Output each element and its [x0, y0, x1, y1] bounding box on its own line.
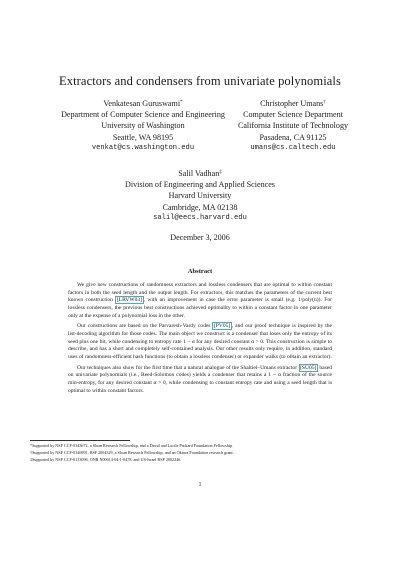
author-affiliation: Division of Engineering and Applied Sciences [125, 180, 275, 190]
page-number: 1 [198, 482, 202, 488]
abstract-body [68, 282, 332, 398]
author-affiliation: University of Washington [101, 121, 185, 131]
author-affiliation: California Institute of Technology [237, 121, 349, 131]
author-affiliation: Harvard University [168, 191, 232, 201]
footnotes [30, 443, 370, 464]
abstract-paragraph: Our techniques also show for the first time that a natural analogue of the Shaltiel–Umans extractor [SU05] based on univariate polynomials (i.e., Reed-Solomon codes) yields a condenser that retains a 1 − α fraction of the source min-entropy, for any desired constant α > 0, while condensing to constant entropy rate and using a seed length that is optimal to within constant factors. [68, 364, 332, 394]
author-name: Salil Vadhan‡ [178, 169, 222, 178]
abstract-paragraph: Our constructions are based on the Parvaresh-Vardy codes [PV05] , and our proof technique is inspired by the list-decoding algorithm for those codes. The main object we construct is a condenser that loses only the entropy of its seed plus one bit, while condensing to entropy rate 1 − α for any desired constant α > 0. This construction is simple to describe, and has a short and completely self-contained analysis. Our other results only require, in addition, standard uses of randomness-efficient hash functions (to obtain a lossless condenser) or expander walks (to obtain an extractor). [68, 323, 332, 360]
footnote-rule [30, 440, 130, 441]
author-affiliation: Department of Computer Science and Engineering [61, 110, 225, 120]
author-affiliation: Computer Science Department [243, 110, 343, 120]
author-address: Seattle, WA 98195 [112, 132, 174, 142]
footnote-mark: † [323, 100, 326, 105]
author-email: umans@cs.caltech.edu [250, 143, 336, 152]
citation-link[interactable]: [LRVW03] [116, 297, 143, 304]
footnote-mark: * [180, 100, 183, 105]
citation-link[interactable]: [PV05] [213, 323, 231, 330]
author-address: Pasadena, CA 91125 [259, 132, 327, 142]
abstract-paragraph: We give new constructions of randomness extractors and lossless condensers that are optimal to within constant factors in both the seed length and the output length. For extractors, this matches the parameters of the current best known construction [LRVW03] , with an improvement in case the error parameter is small (e.g. 1/poly(n)). For lossless condensers, the previous best constructions achieved optimality to within a constant factor in one parameter only at the expense of a polynomial loss in the other. [68, 282, 333, 319]
author-name: Venkatesan Guruswami* [103, 99, 183, 108]
author-block-vadhan [120, 168, 280, 224]
footnote-mark: ‡ [219, 170, 222, 175]
author-name: Christopher Umans† [260, 99, 326, 108]
author-email: venkat@cs.washington.edu [91, 143, 195, 152]
citation-link[interactable]: [SU05] [300, 364, 317, 371]
author-email: salil@eecs.harvard.edu [153, 213, 247, 222]
author-block-umans [232, 98, 354, 154]
paper-date: December 3, 2006 [170, 233, 230, 242]
footnote: *Supported by NSF CCF-0343672, a Sloan Research Fellowship, and a David and Lucile Packard Foundation Fellowship. [30, 443, 234, 448]
footnote: †Supported by NSF CCF-0346991, BSF 2004329, a Sloan Research Fellowship, and an Okawa Foundation research grant. [30, 449, 234, 455]
author-address: Cambridge, MA 02138 [162, 202, 238, 212]
abstract-heading: Abstract [187, 268, 213, 275]
footnote: ‡Supported by NSF CCF-0133096, ONR N00014-04-1-0478, and US-Israel BSF 2002246. [30, 456, 182, 462]
author-block-guruswami [60, 98, 226, 154]
paper-title: Extractors and condensers from univariate polynomials [59, 74, 341, 88]
